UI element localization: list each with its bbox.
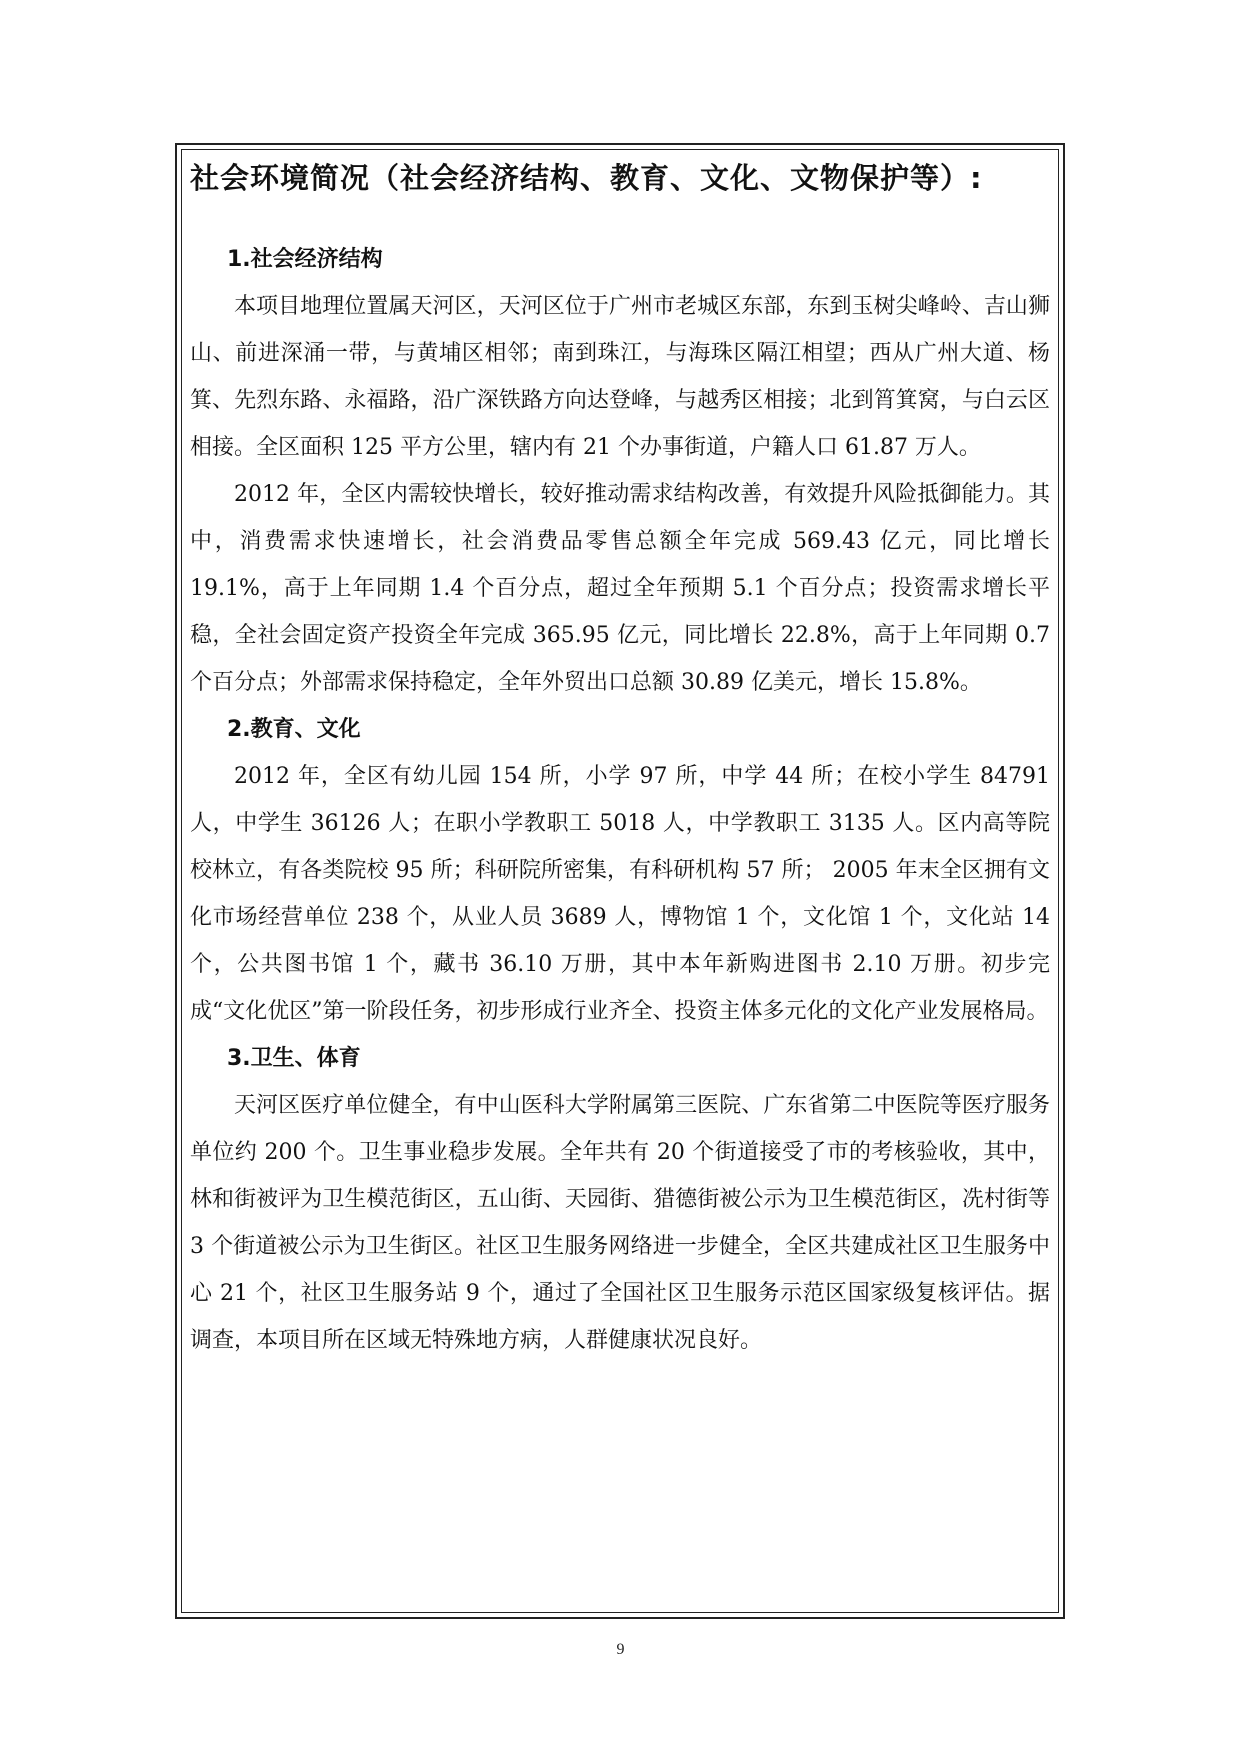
paragraph: 2012 年，全区内需较快增长，较好推动需求结构改善，有效提升风险抵御能力。其中，消费需求快速增长，社会消费品零售总额全年完成 569.43 亿元，同比增长 19.1%，高于上年同期 1.4 个百分点，超过全年预期 5.1 个百分点；投资需求增长平稳，全社会固定资产投资全年完成 365.95 亿元，同比增长 22.8%，高于上年同期 0.7 个百分点；外部需求保持稳定，全年外贸出口总额 30.89 亿美元，增长 15.8%。 xyxy=(190,482,1050,695)
section-health-sports xyxy=(190,1035,1050,1364)
section-heading: 2.教育、文化 xyxy=(227,717,361,742)
section-socioeconomic xyxy=(190,236,1050,706)
section-heading: 1.社会经济结构 xyxy=(227,247,383,272)
paragraph: 本项目地理位置属天河区，天河区位于广州市老城区东部，东到玉树尖峰岭、吉山狮山、前进深涌一带，与黄埔区相邻；南到珠江，与海珠区隔江相望；西从广州大道、杨箕、先烈东路、永福路，沿广深铁路方向达登峰，与越秀区相接；北到筲箕窝，与白云区相接。全区面积 125 平方公里，辖内有 21 个办事街道，户籍人口 61.87 万人。 xyxy=(190,294,1050,460)
title-spacer xyxy=(190,208,1050,236)
page-number: 9 xyxy=(616,1641,625,1658)
document-content xyxy=(190,148,1050,1364)
page-title: 社会环境简况（社会经济结构、教育、文化、文物保护等）: xyxy=(190,161,983,195)
section-education-culture xyxy=(190,706,1050,1035)
paragraph: 2012 年，全区有幼儿园 154 所，小学 97 所，中学 44 所；在校小学生 84791 人，中学生 36126 人；在职小学教职工 5018 人，中学教职工 3135 人。区内高等院校林立，有各类院校 95 所；科研院所密集，有科研机构 57 所； 2005 年末全区拥有文化市场经营单位 238 个，从业人员 3689 人，博物馆 1 个，文化馆 1 个，文化站 14 个，公共图书馆 1 个，藏书 36.10 万册，其中本年新购进图书 2.10 万册。初步完成“文化优区”第一阶段任务，初步形成行业齐全、投资主体多元化的文化产业发展格局。 xyxy=(190,764,1050,1024)
section-heading: 3.卫生、体育 xyxy=(227,1046,361,1071)
paragraph: 天河区医疗单位健全，有中山医科大学附属第三医院、广东省第二中医院等医疗服务单位约 200 个。卫生事业稳步发展。全年共有 20 个街道接受了市的考核验收，其中，林和街被评为卫生模范街区，五山街、天园街、猎德街被公示为卫生模范街区，冼村街等 3 个街道被公示为卫生街区。社区卫生服务网络进一步健全，全区共建成社区卫生服务中心 21 个，社区卫生服务站 9 个，通过了全国社区卫生服务示范区国家级复核评估。据调查，本项目所在区域无特殊地方病，人群健康状况良好。 xyxy=(190,1093,1050,1353)
